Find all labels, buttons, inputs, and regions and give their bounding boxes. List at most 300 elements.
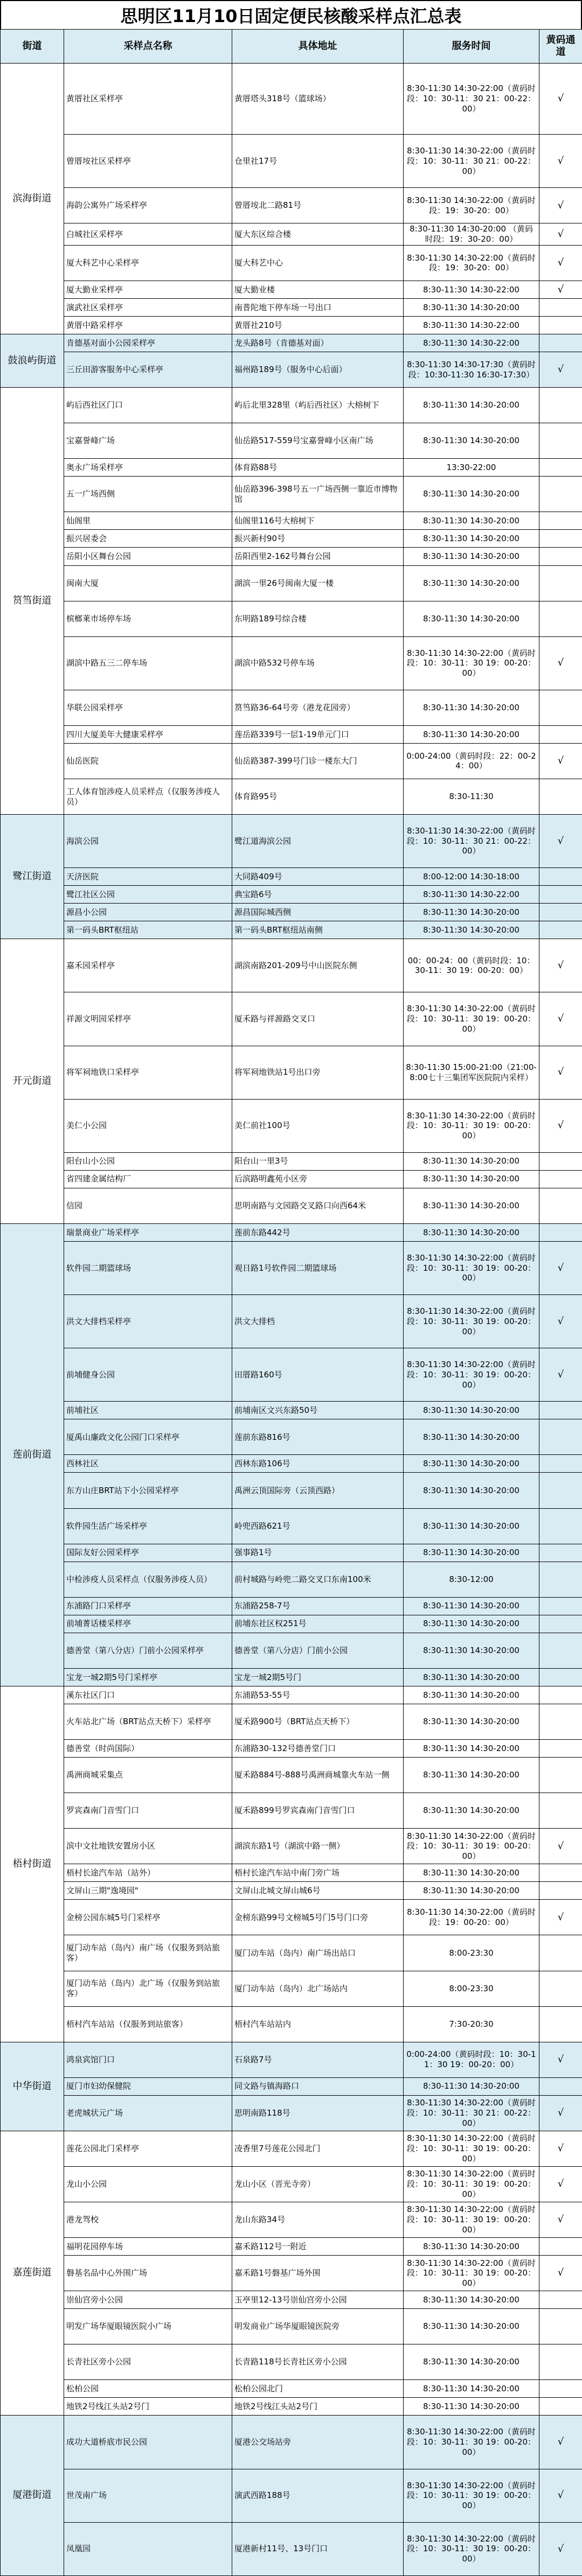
table-row — [1, 1455, 582, 1473]
table-row — [1, 1170, 582, 1188]
service-time-cell: 8:30-11:30 14:30-22:00（黄码时段：19：00-20：00） — [404, 1900, 539, 1935]
yellow-channel-mark — [539, 388, 582, 423]
service-time-cell: 8:30-11:30 14:30-20:00 — [404, 1473, 539, 1508]
address-cell: 文屏山北城文屏山城6号 — [232, 1882, 404, 1900]
site-name-cell: 演武社区采样亭 — [64, 298, 232, 316]
table-row — [1, 2309, 582, 2344]
site-name-cell: 东浦路门口采样亭 — [64, 1597, 232, 1615]
table-row — [1, 1633, 582, 1668]
address-cell: 湖滨一里26号闽南大厦一楼 — [232, 565, 404, 601]
table-row — [1, 352, 582, 388]
service-time-cell: 0:00-24:00（黄码时段：22：00-24：00） — [404, 743, 539, 779]
site-name-cell: 厦大科艺中心采样亭 — [64, 245, 232, 281]
service-time-cell: 8:30-11:30 14:30-22:00（黄码时段：10：30-11：30 19：00-20：00） — [404, 2256, 539, 2291]
table-row — [1, 1152, 582, 1170]
site-name-cell: 福明花园停车场 — [64, 2238, 232, 2256]
site-name-cell: 嘉禾园采样亭 — [64, 939, 232, 992]
yellow-channel-mark — [539, 2380, 582, 2398]
header-row — [1, 30, 582, 64]
yellow-channel-mark — [539, 690, 582, 725]
table-row — [1, 2202, 582, 2238]
address-cell: 凌香里7号莲花公园北门 — [232, 2131, 404, 2166]
site-name-cell: 五一广场西侧 — [64, 477, 232, 512]
yellow-channel-mark — [539, 317, 582, 334]
table-row — [1, 317, 582, 334]
service-time-cell: 8:30-11:30 14:30-20:00 — [404, 725, 539, 743]
yellow-channel-mark — [539, 1704, 582, 1739]
table-row — [1, 245, 582, 281]
yellow-channel-mark — [539, 1686, 582, 1704]
address-cell: 屿后北里328里（屿后西社区）大榕树下 — [232, 388, 404, 423]
yellow-channel-mark — [539, 2398, 582, 2416]
yellow-channel-mark — [539, 2006, 582, 2042]
site-name-cell: 国际友好公园采样亭 — [64, 1544, 232, 1562]
site-name-cell: 槟榔莱市场停车场 — [64, 601, 232, 636]
site-name-cell: 瑞景商业广场采样亭 — [64, 1223, 232, 1241]
site-name-cell: 地铁2号线江头站2号门 — [64, 2398, 232, 2416]
yellow-channel-mark: √ — [539, 2131, 582, 2166]
service-time-cell: 8:30-11:30 14:30-20:00 — [404, 1508, 539, 1544]
street-cell: 嘉莲街道 — [1, 2131, 64, 2416]
service-time-cell: 8:30-11:30 14:30-20:00 — [404, 512, 539, 530]
address-cell: 南普陀地下停车场一号出口 — [232, 298, 404, 316]
yellow-channel-mark — [539, 512, 582, 530]
address-cell: 厦禾路与祥源路交叉口 — [232, 992, 404, 1046]
address-cell: 梧村长途汽车站中南门旁广场 — [232, 1864, 404, 1882]
site-name-cell: 崇仙宫旁小公园 — [64, 2291, 232, 2309]
site-name-cell: 磐基名品中心外围广场 — [64, 2256, 232, 2291]
yellow-channel-mark — [539, 459, 582, 477]
table-row — [1, 2522, 582, 2575]
address-cell: 嘉禾路1号磐基广场外围 — [232, 2256, 404, 2291]
site-name-cell: 奥永广场采样亭 — [64, 459, 232, 477]
address-cell: 美仁前社100号 — [232, 1099, 404, 1152]
table-row — [1, 298, 582, 316]
yellow-channel-mark — [539, 1758, 582, 1793]
yellow-channel-mark — [539, 2291, 582, 2309]
address-cell: 强事路1号 — [232, 1544, 404, 1562]
address-cell: 思明南路118号 — [232, 2095, 404, 2131]
yellow-channel-mark — [539, 904, 582, 921]
address-cell: 典宝路6号 — [232, 886, 404, 904]
site-name-cell: 海滨公园 — [64, 815, 232, 868]
service-time-cell: 8:30-11:30 14:30-20:00 — [404, 1402, 539, 1419]
site-name-cell: 湖滨中路五三二停车场 — [64, 636, 232, 690]
service-time-cell: 7:30-20:30 — [404, 2006, 539, 2042]
yellow-channel-mark: √ — [539, 743, 582, 779]
service-time-cell: 8:30-11:30 14:30-22:00（黄码时段：10：30-11：30 19：00-20：00） — [404, 1241, 539, 1294]
table-row — [1, 281, 582, 298]
address-cell: 松柏公园北门 — [232, 2380, 404, 2398]
yellow-channel-mark: √ — [539, 1829, 582, 1864]
address-cell: 体育路95号 — [232, 779, 404, 814]
address-cell: 源昌国际城西侧 — [232, 904, 404, 921]
service-time-cell: 8:30-11:30 14:30-22:00（黄码时段：19：30-20：00） — [404, 245, 539, 281]
table-row — [1, 1758, 582, 1793]
site-name-cell: 岳阳小区舞台公园 — [64, 548, 232, 565]
yellow-channel-mark: √ — [539, 939, 582, 992]
street-cell: 中华街道 — [1, 2042, 64, 2131]
service-time-cell: 8:00-12:00 14:30-18:00 — [404, 868, 539, 886]
yellow-channel-mark — [539, 921, 582, 939]
address-cell: 厦大勤业楼 — [232, 281, 404, 298]
table-row — [1, 1615, 582, 1633]
address-cell: 厦禾路899号罗宾森南门音雪门口 — [232, 1793, 404, 1829]
site-name-cell: 滨中文社地铁安置房小区 — [64, 1829, 232, 1864]
yellow-channel-mark — [539, 334, 582, 352]
yellow-channel-mark — [539, 1864, 582, 1882]
site-name-cell: 前埔菁话楼采样亭 — [64, 1615, 232, 1633]
service-time-cell: 8:30-11:30 14:30-22:00 — [404, 334, 539, 352]
service-time-cell: 8:30-11:30 14:30-20:00 — [404, 2380, 539, 2398]
address-cell: 鹭江道海滨公园 — [232, 815, 404, 868]
address-cell: 将军祠地铁站1号出口旁 — [232, 1046, 404, 1099]
yellow-channel-mark — [539, 2077, 582, 2095]
service-time-cell: 8:30-11:30 14:30-22:00（黄码时段：10：30-11：30 19：00-20：00） — [404, 2131, 539, 2166]
service-time-cell: 8:30-11:30 14:30-20:00 — [404, 477, 539, 512]
address-cell: 仙阁里116号大榕树下 — [232, 512, 404, 530]
table-row — [1, 2006, 582, 2042]
address-cell: 仙岳路387-399号门诊一楼东大门 — [232, 743, 404, 779]
site-name-cell: 工人体育馆涉疫人员采样点（仅服务涉疫人员） — [64, 779, 232, 814]
address-cell: 禹洲云顶国际旁（云顶西路） — [232, 1473, 404, 1508]
table-row — [1, 601, 582, 636]
site-name-cell: 仙阁里 — [64, 512, 232, 530]
yellow-channel-mark: √ — [539, 1046, 582, 1099]
table-row — [1, 743, 582, 779]
address-cell: 东浦路258-7号 — [232, 1597, 404, 1615]
yellow-channel-mark: √ — [539, 135, 582, 188]
table-row — [1, 423, 582, 459]
yellow-channel-mark — [539, 1508, 582, 1544]
service-time-cell: 8:30-11:30 14:30-22:00（黄码时段：10：30-11：30 19：00-20：00） — [404, 2469, 539, 2522]
table-row — [1, 135, 582, 188]
site-name-cell: 软件园二期篮球场 — [64, 1241, 232, 1294]
address-cell: 厦禾路884号-888号禹洲商城靠火车站一侧 — [232, 1758, 404, 1793]
site-name-cell: 三丘田游客服务中心采样亭 — [64, 352, 232, 388]
address-cell: 同文路与镇海路口 — [232, 2077, 404, 2095]
address-cell: 地铁2号线江头站2号门 — [232, 2398, 404, 2416]
address-cell: 厦禾路900号（BRT站点天桥下） — [232, 1704, 404, 1739]
site-name-cell: 洪文大排档采样亭 — [64, 1295, 232, 1348]
service-time-cell: 8:30-11:30 14:30-22:00（黄码时段：10：30-11：30 19：00-20：00） — [404, 1348, 539, 1402]
address-cell: 长青路118号长青社区旁小公园 — [232, 2344, 404, 2380]
service-time-cell: 8:30-11:30 14:30-22:00（黄码时段：10：30-11：30 21：00-22：00） — [404, 135, 539, 188]
service-time-cell: 8:30-11:30 14:30-20:00 — [404, 1170, 539, 1188]
yellow-channel-mark: √ — [539, 1099, 582, 1152]
address-cell: 东浦路30-132号德善堂门口 — [232, 1740, 404, 1758]
address-cell: 湖滨南路201-209号中山医院东侧 — [232, 939, 404, 992]
address-cell: 龙山东路34号 — [232, 2202, 404, 2238]
site-name-cell: 屿后西社区门口 — [64, 388, 232, 423]
site-name-cell: 软件园生活广场采样亭 — [64, 1508, 232, 1544]
service-time-cell: 8:30-11:30 14:30-22:00（黄码时段：10：30-11：30 21：00-22：00） — [404, 815, 539, 868]
yellow-channel-mark: √ — [539, 1900, 582, 1935]
table-row — [1, 2077, 582, 2095]
table-row — [1, 1935, 582, 1971]
site-name-cell: 明发广场华厦眼镜医院小广场 — [64, 2309, 232, 2344]
yellow-channel-mark: √ — [539, 64, 582, 135]
table-row — [1, 779, 582, 814]
address-cell: 前埔东社区权251号 — [232, 1615, 404, 1633]
site-name-cell: 黄厝中路采样亭 — [64, 317, 232, 334]
address-cell: 岳阳西里2-162号舞台公园 — [232, 548, 404, 565]
address-cell: 厦大科艺中心 — [232, 245, 404, 281]
site-name-cell: 成功大道桥底市民公园 — [64, 2416, 232, 2469]
address-cell: 黄厝塔头318号（篮球场） — [232, 64, 404, 135]
table-row — [1, 1686, 582, 1704]
site-name-cell: 第一码头BRT枢纽站 — [64, 921, 232, 939]
site-name-cell: 闽南大厦 — [64, 565, 232, 601]
service-time-cell: 8:30-11:30 14:30-22:00（黄码时段：10：30-11：30 21：00-22：00） — [404, 2095, 539, 2131]
yellow-channel-mark — [539, 1544, 582, 1562]
yellow-channel-mark: √ — [539, 2202, 582, 2238]
table-row — [1, 1597, 582, 1615]
service-time-cell: 8:30-11:30 14:30-20:00 — [404, 690, 539, 725]
site-name-cell: 四川大厦美年大健康采样亭 — [64, 725, 232, 743]
address-cell: 龙头路8号（肯德基对面） — [232, 334, 404, 352]
service-time-cell: 8:30-11:30 14:30-20:00 — [404, 565, 539, 601]
service-time-cell: 8:30-11:30 14:30-20:00 — [404, 423, 539, 459]
yellow-channel-mark: √ — [539, 2416, 582, 2469]
address-cell: 石泉路7号 — [232, 2042, 404, 2077]
service-time-cell: 8:00-23:30 — [404, 1935, 539, 1971]
site-name-cell: 海韵公寓外广场采样亭 — [64, 188, 232, 223]
table-row — [1, 2042, 582, 2077]
site-name-cell: 厦大勤业采样亭 — [64, 281, 232, 298]
table-row — [1, 388, 582, 423]
table-row — [1, 1562, 582, 1597]
site-name-cell: 罗宾森南门音雪门口 — [64, 1793, 232, 1829]
yellow-channel-mark: √ — [539, 1348, 582, 1402]
table-row — [1, 1473, 582, 1508]
site-name-cell: 老虎城状元广场 — [64, 2095, 232, 2131]
address-cell: 东浦路53-55号 — [232, 1686, 404, 1704]
table-row — [1, 1544, 582, 1562]
yellow-channel-mark — [539, 1473, 582, 1508]
address-cell: 岭兜西路621号 — [232, 1508, 404, 1544]
site-name-cell: 前埔社区 — [64, 1402, 232, 1419]
site-name-cell: 文屏山三期"逸境园" — [64, 1882, 232, 1900]
table-row — [1, 1046, 582, 1099]
table-row — [1, 2131, 582, 2166]
yellow-channel-mark — [539, 1170, 582, 1188]
table-row — [1, 1295, 582, 1348]
table-row — [1, 2166, 582, 2202]
table-row — [1, 2344, 582, 2380]
site-name-cell: 宝嘉誉峰广场 — [64, 423, 232, 459]
service-time-cell: 8:30-11:30 14:30-22:00（黄码时段：10：30-11：30 19：00-20：00） — [404, 1829, 539, 1864]
yellow-channel-mark: √ — [539, 281, 582, 298]
yellow-channel-mark: √ — [539, 2522, 582, 2575]
service-time-cell: 13:30-22:00 — [404, 459, 539, 477]
site-name-cell: 东方山庄BRT站下小公园采样亭 — [64, 1473, 232, 1508]
service-time-cell: 8:30-11:30 14:30-20:00 — [404, 1455, 539, 1473]
site-name-cell: 省四建金属结构厂 — [64, 1170, 232, 1188]
service-time-cell: 8:30-11:30 14:30-20:00 — [404, 1633, 539, 1668]
yellow-channel-mark — [539, 725, 582, 743]
sampling-sites-table — [0, 29, 582, 2576]
address-cell: 厦门动车站（岛内）北广场站内 — [232, 1971, 404, 2006]
yellow-channel-mark: √ — [539, 2256, 582, 2291]
yellow-channel-mark: √ — [539, 2042, 582, 2077]
street-cell: 开元街道 — [1, 939, 64, 1224]
site-name-cell: 鹭江社区公园 — [64, 886, 232, 904]
site-name-cell: 曾厝垵社区采样亭 — [64, 135, 232, 188]
yellow-channel-mark — [539, 1633, 582, 1668]
service-time-cell: 8:30-11:30 14:30-22:00（黄码时段：10：30-11：30 19：00-20：00） — [404, 1099, 539, 1152]
service-time-cell: 8:00-23:30 — [404, 1971, 539, 2006]
site-name-cell: 肯德基对面小公园采样亭 — [64, 334, 232, 352]
service-time-cell: 8:30-11:30 14:30-20:00 — [404, 1740, 539, 1758]
page-title: 思明区11月10日固定便民核酸采样点汇总表 — [0, 0, 582, 29]
service-time-cell: 8:30-11:30 14:30-20:00 — [404, 1419, 539, 1455]
service-time-cell: 8:30-11:30 14:30-20:00 （黄码时段：19：30-20：00） — [404, 223, 539, 246]
service-time-cell: 8:30-11:30 14:30-20:00 — [404, 1668, 539, 1686]
address-cell: 仙岳路396-398号五一广场西侧一靠近市博物馆 — [232, 477, 404, 512]
service-time-cell: 8:30-11:30 14:30-22:00（黄码时段：10：30-11：30 19：00-20：00） — [404, 2202, 539, 2238]
table-row — [1, 939, 582, 992]
table-row — [1, 886, 582, 904]
site-name-cell: 厦门动车站（岛内）南广场（仅服务到站旅客） — [64, 1935, 232, 1971]
site-name-cell: 金榜公园东城5号门采样亭 — [64, 1900, 232, 1935]
table-row — [1, 459, 582, 477]
table-row — [1, 2380, 582, 2398]
address-cell: 大同路409号 — [232, 868, 404, 886]
service-time-cell: 8:30-11:30 14:30-22:00 — [404, 281, 539, 298]
site-name-cell: 溪东社区门口 — [64, 1686, 232, 1704]
table-row — [1, 2256, 582, 2291]
address-cell: 仓里社17号 — [232, 135, 404, 188]
service-time-cell: 8:30-11:30 14:30-20:00 — [404, 2291, 539, 2309]
service-time-cell: 8:30-11:30 14:30-20:00 — [404, 2309, 539, 2344]
table-row — [1, 1740, 582, 1758]
service-time-cell: 8:30-11:30 14:30-22:00（黄码时段：10：30-11：30 19：00-20：00） — [404, 636, 539, 690]
yellow-channel-mark — [539, 477, 582, 512]
site-name-cell: 莲花公园北门采样亭 — [64, 2131, 232, 2166]
site-name-cell: 源昌小公园 — [64, 904, 232, 921]
yellow-channel-mark — [539, 1562, 582, 1597]
address-cell: 莲岳路339号一层1-19单元门口 — [232, 725, 404, 743]
table-row — [1, 2398, 582, 2416]
table-row — [1, 2238, 582, 2256]
yellow-channel-mark — [539, 1882, 582, 1900]
service-time-cell: 8:30-11:30 14:30-20:00 — [404, 921, 539, 939]
site-name-cell: 龙山小公园 — [64, 2166, 232, 2202]
table-row — [1, 1793, 582, 1829]
header-address: 具体地址 — [232, 30, 404, 64]
table-row — [1, 2469, 582, 2522]
yellow-channel-mark — [539, 530, 582, 548]
yellow-channel-mark: √ — [539, 815, 582, 868]
site-name-cell: 厦门市妇幼保健院 — [64, 2077, 232, 2095]
table-row — [1, 1188, 582, 1223]
table-row — [1, 565, 582, 601]
yellow-channel-mark: √ — [539, 992, 582, 1046]
table-wrap — [0, 29, 582, 2576]
address-cell: 湖滨中路532号停车场 — [232, 636, 404, 690]
service-time-cell: 8:30-11:30 14:30-22:00（黄码时段：10：30-11：30 19：00-20：00） — [404, 2166, 539, 2202]
yellow-channel-mark: √ — [539, 2166, 582, 2202]
service-time-cell: 8:30-11:30 14:30-20:00 — [404, 1758, 539, 1793]
address-cell: 福州路189号（服务中心后面） — [232, 352, 404, 388]
service-time-cell: 8:30-11:30 14:30-20:00 — [404, 1597, 539, 1615]
service-time-cell: 8:30-11:30 14:30-20:00 — [404, 1615, 539, 1633]
table-row — [1, 636, 582, 690]
address-cell: 嘉禾路112号一附近 — [232, 2238, 404, 2256]
address-cell: 黄厝社210号 — [232, 317, 404, 334]
yellow-channel-mark: √ — [539, 1295, 582, 1348]
address-cell: 前村城路与岭兜二路交叉口东南100米 — [232, 1562, 404, 1597]
table-row — [1, 1402, 582, 1419]
street-cell: 梧村街道 — [1, 1686, 64, 2042]
address-cell: 厦港公交场站旁 — [232, 2416, 404, 2469]
site-name-cell: 德善堂（第八分店）门前小公园采样亭 — [64, 1633, 232, 1668]
service-time-cell: 0:00-24:00（黄码时段：10：30-11：30 19：00-20：00） — [404, 2042, 539, 2077]
table-row — [1, 2416, 582, 2469]
service-time-cell: 8:30-11:30 14:30-22:00 — [404, 886, 539, 904]
table-row — [1, 188, 582, 223]
yellow-channel-mark — [539, 1419, 582, 1455]
yellow-channel-mark — [539, 1668, 582, 1686]
table-row — [1, 1882, 582, 1900]
site-name-cell: 火车站北广场（BRT站点天桥下）采样亭 — [64, 1704, 232, 1739]
site-name-cell: 禹洲商城采集点 — [64, 1758, 232, 1793]
service-time-cell: 00：00-24：00（黄码时段：10：30-11：30 19：00-20：00） — [404, 939, 539, 992]
address-cell: 金榜东路99号文榜城5号门5号门口旁 — [232, 1900, 404, 1935]
address-cell: 振兴新村90号 — [232, 530, 404, 548]
yellow-channel-mark: √ — [539, 2469, 582, 2522]
address-cell: 明发商业广场华厦眼镜医院旁 — [232, 2309, 404, 2344]
site-name-cell: 梧村长途汽车站（站外） — [64, 1864, 232, 1882]
address-cell: 仙岳路517-559号宝嘉誉峰小区南广场 — [232, 423, 404, 459]
table-row — [1, 477, 582, 512]
yellow-channel-mark: √ — [539, 188, 582, 223]
service-time-cell: 8:30-11:30 14:30-20:00 — [404, 388, 539, 423]
table-row — [1, 1419, 582, 1455]
address-cell: 莲前东路442号 — [232, 1223, 404, 1241]
service-time-cell: 8:30-11:30 14:30-20:00 — [404, 1686, 539, 1704]
service-time-cell: 8:30-11:30 14:30-20:00 — [404, 1188, 539, 1223]
address-cell: 梧村汽车站站内 — [232, 2006, 404, 2042]
table-row — [1, 1900, 582, 1935]
site-name-cell: 梧村汽车站站（仅服务到站旅客） — [64, 2006, 232, 2042]
service-time-cell: 8:30-11:30 14:30-20:00 — [404, 601, 539, 636]
table-row — [1, 548, 582, 565]
site-name-cell: 宝龙一城2期5号门采样亭 — [64, 1668, 232, 1686]
service-time-cell: 8:30-12:00 — [404, 1562, 539, 1597]
yellow-channel-mark — [539, 1793, 582, 1829]
service-time-cell: 8:30-11:30 14:30-20:00 — [404, 1882, 539, 1900]
service-time-cell: 8:30-11:30 14:30-20:00 — [404, 1793, 539, 1829]
yellow-channel-mark: √ — [539, 636, 582, 690]
site-name-cell: 鸿泉宾馆门口 — [64, 2042, 232, 2077]
yellow-channel-mark — [539, 298, 582, 316]
yellow-channel-mark — [539, 1597, 582, 1615]
address-cell: 前埔南区文兴东路50号 — [232, 1402, 404, 1419]
address-cell: 宝龙一城2期5号门 — [232, 1668, 404, 1686]
street-cell: 鼓浪屿街道 — [1, 334, 64, 388]
table-row — [1, 1241, 582, 1294]
street-cell: 筼筜街道 — [1, 388, 64, 815]
yellow-channel-mark: √ — [539, 245, 582, 281]
address-cell: 阳台山一里3号 — [232, 1152, 404, 1170]
service-time-cell: 8:30-11:30 14:30-22:00（黄码时段：10：30-11：30 21：00-22：00） — [404, 64, 539, 135]
site-name-cell: 前埔健身公园 — [64, 1348, 232, 1402]
service-time-cell: 8:30-11:30 14:30-22:00 — [404, 317, 539, 334]
street-cell: 莲前街道 — [1, 1223, 64, 1686]
address-cell: 洪文大排档 — [232, 1295, 404, 1348]
